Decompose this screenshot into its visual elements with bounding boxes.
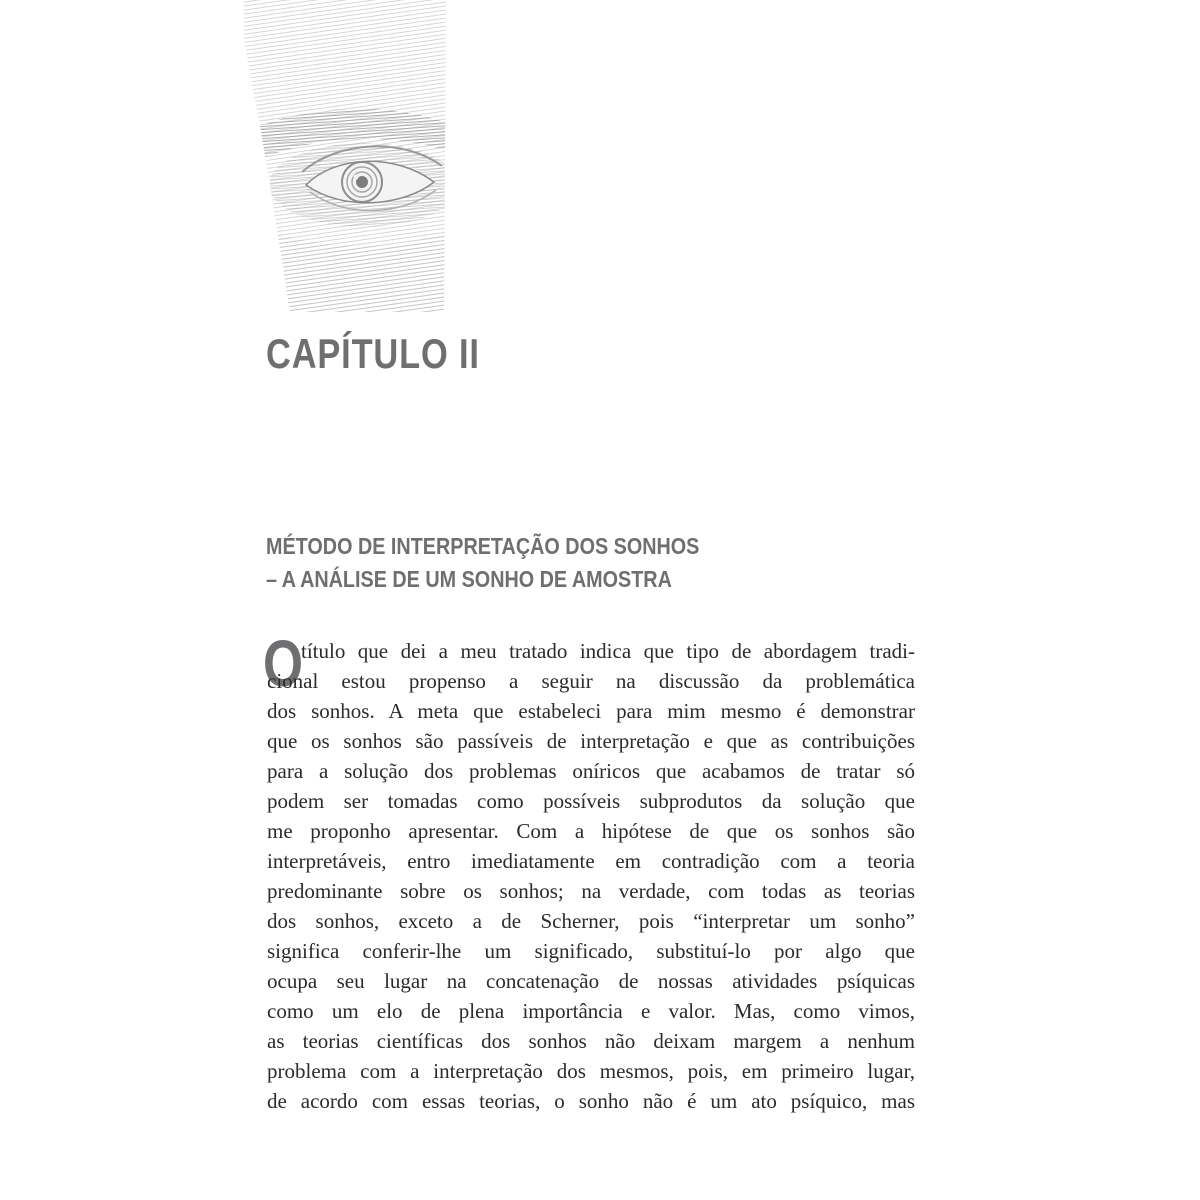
paragraph-line: podem ser tomadas como possíveis subprodutos da solução que	[267, 789, 915, 813]
paragraph-line: ocupa seu lugar na concatenação de nossas atividades psíquicas	[267, 969, 915, 993]
section-title	[266, 530, 699, 596]
paragraph-line: interpretáveis, entro imediatamente em contradição com a teoria	[267, 849, 915, 873]
paragraph-line: problema com a interpretação dos mesmos, pois, em primeiro lugar,	[267, 1059, 915, 1083]
paragraph-line: que os sonhos são passíveis de interpretação e que as contribuições	[267, 729, 915, 753]
paragraph-line: dos sonhos, exceto a de Scherner, pois “interpretar um sonho”	[267, 909, 915, 933]
paragraph-line: para a solução dos problemas oníricos que acabamos de tratar só	[267, 759, 915, 783]
drop-cap: O	[263, 626, 304, 700]
paragraph-line: título que dei a meu tratado indica que tipo de abordagem tradi-	[301, 639, 915, 663]
paragraph-line: predominante sobre os sonhos; na verdade, com todas as teorias	[267, 879, 915, 903]
paragraph-line: me proponho apresentar. Com a hipótese de que os sonhos são	[267, 819, 915, 843]
paragraph-line: cional estou propenso a seguir na discussão da problemática	[267, 669, 915, 693]
body-paragraph	[267, 636, 915, 1116]
section-title-line-2: – A ANÁLISE DE UM SONHO DE AMOSTRA	[266, 566, 672, 592]
eye-engraving-icon	[244, 0, 446, 312]
paragraph-line: as teorias científicas dos sonhos não deixam margem a nenhum	[267, 1029, 915, 1053]
paragraph-line: como um elo de plena importância e valor. Mas, como vimos,	[267, 999, 915, 1023]
chapter-title: CAPÍTULO II	[266, 330, 480, 377]
paragraph-line: dos sonhos. A meta que estabeleci para mim mesmo é demonstrar	[267, 699, 915, 723]
paragraph-line: significa conferir-lhe um significado, substituí-lo por algo que	[267, 939, 915, 963]
paragraph-line: de acordo com essas teorias, o sonho não é um ato psíquico, mas	[267, 1089, 915, 1113]
section-title-line-1: MÉTODO DE INTERPRETAÇÃO DOS SONHOS	[266, 533, 700, 559]
